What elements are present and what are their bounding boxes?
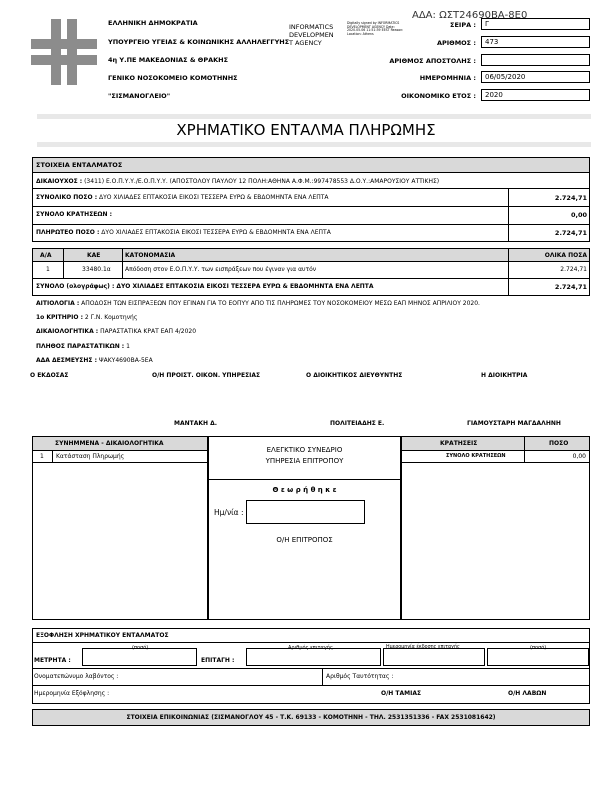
plirwteo-amount: 2.724,71 (554, 229, 587, 237)
theorithike: Θ ε ω ρ ή θ η κ ε (272, 486, 337, 494)
kritirio-value: 2 Γ.Ν. Κομοτηνής (84, 314, 138, 321)
synolo-row (36, 194, 329, 201)
date-label: Ημ/νία : (214, 508, 244, 517)
org-line-3: 4η Υ.ΠΕ ΜΑΚΕΔΟΝΙΑΣ & ΘΡΑΚΗΣ (108, 56, 229, 64)
org-line-4: ΓΕΝΙΚΟ ΝΟΣΟΚΟΜΕΙΟ ΚΟΜΟΤΗΝΗΣ (108, 74, 238, 82)
epitagh-label: ΕΠΙΤΑΓΗ : (201, 657, 235, 664)
dikaiouxos-label: ΔΙΚΑΙΟΥΧΟΣ : (36, 178, 83, 185)
role-proist: Ο/Η ΠΡΟΙΣΤ. ΟΙΚΟΝ. ΥΠΗΡΕΣΙΑΣ (152, 372, 261, 379)
synolo-label: ΣΥΝΟΛΙΚΟ ΠΟΣΟ : (36, 194, 98, 201)
kritirio-label: 1ο ΚΡΙΤΗΡΙΟ : (36, 314, 83, 321)
kae-total-label: ΣΥΝΟΛΟ (ολογράφως) : (36, 283, 115, 290)
ada-desmeysis-label: ΑΔΑ ΔΕΣΜΕΥΣΗΣ : (36, 357, 97, 364)
title-bar-bottom (37, 142, 591, 147)
metrhta-label: ΜΕΤΡΗΤΑ : (34, 657, 71, 664)
ada-top: ΑΔΑ: ΩΣΤ24690ΒΑ-8Ε0 (412, 10, 528, 21)
krathseis-box (401, 436, 590, 620)
kae-total-amount: 2.724,71 (554, 283, 587, 291)
footer-contact-text: ΣΤΟΙΧΕΙΑ ΕΠΙΚΟΙΝΩΝΙΑΣ (ΣΙΣΜΑΝΟΓΛΟΥ 45 - Τ.Κ. 69133 - ΚΟΜΟΤΗΝΗ - ΤΗΛ. 2531351336 - FAX 2531081642) (126, 714, 496, 721)
hmeromhnia-ekdoshs: Ημερομηνία έκδοσης επιταγής (386, 645, 460, 650)
krat-header: ΚΡΑΤΗΣΕΙΣ (440, 440, 478, 447)
arithmos-tautothtas-label: Αριθμός Ταυτότητας : (326, 673, 394, 680)
informatics-line-1: INFORMATICS (289, 23, 334, 31)
org-line-1: ΕΛΛΗΝΙΚΗ ΔΗΜΟΚΡΑΤΙΑ (108, 19, 198, 27)
epitagh-date-input[interactable] (383, 648, 485, 666)
date-input[interactable] (246, 500, 365, 524)
tamias-label: Ο/Η ΤΑΜΙΑΣ (381, 690, 422, 697)
synimmena-box (32, 436, 208, 620)
lavon-label: Ο/Η ΛΑΒΩΝ (508, 690, 547, 697)
kae-total-text: ΔΥΟ ΧΙΛΙΑΔΕΣ ΕΠΤΑΚΟΣΙΑ ΕΙΚΟΣΙ ΤΕΣΣΕΡΑ ΕΥΡΩ & ΕΒΔΟΜΗΝΤΑ ΕΝΑ ΛΕΠΤΑ (116, 283, 374, 290)
kae-row-aa: 1 (46, 266, 50, 273)
oikonomiko-etos-value: 2020 (481, 89, 590, 101)
aitiologia-label: ΑΙΤΙΟΛΟΓΙΑ : (36, 300, 80, 307)
name-politeiadis: ΠΟΛΙΤΕΙΑΔΗΣ Ε. (330, 420, 385, 427)
court-line-2: ΥΠΗΡΕΣΙΑ ΕΠΙΤΡΟΠΟΥ (265, 457, 344, 465)
cross-logo (31, 19, 97, 85)
kae-header-olika-posa: ΟΛΙΚΑ ΠΟΣΑ (544, 252, 587, 259)
kae-total-row (36, 283, 374, 290)
ada-desmeysis-value: ΨΑΚΥ4690ΒΑ-5ΕΑ (98, 357, 153, 364)
name-mantaki: ΜΑΝΤΑΚΗ Δ. (174, 420, 218, 427)
epitropos-label: Ο/Η ΕΠΙΤΡΟΠΟΣ (276, 536, 333, 544)
poso-small-1: (ποσό) (132, 645, 149, 651)
plirwteo-row (36, 229, 331, 236)
arithmos-value: 473 (481, 36, 590, 48)
hmeromhnia-value: 06/05/2020 (481, 71, 590, 83)
krat-total-value: 0,00 (572, 453, 586, 460)
synimmena-row-num: 1 (40, 453, 44, 460)
plithos-label: ΠΛΗΘΟΣ ΠΑΡΑΣΤΑΤΙΚΩΝ : (36, 343, 125, 350)
informatics-line-3: T AGENCY (289, 39, 322, 47)
kritirio-row (36, 314, 137, 321)
krathseis-amount: 0,00 (570, 211, 587, 219)
aitiologia-value: ΑΠΟΔΟΣΗ ΤΩΝ ΕΙΣΠΡΑΞΕΩΝ ΠΟΥ ΕΓΙΝΑΝ ΓΙΑ ΤΟ ΕΟΠΥΥ ΑΠΟ ΤΙΣ ΠΛΗΡΩΜΕΣ ΤΟΥ ΝΟΣΟΚΟΜΕΙΟΥ ΜΕΣΩ ΕΑΠ ΜΗΝΟΣ ΑΠΡΙΛΙΟΥ 2020. (81, 300, 480, 307)
kae-header-bg (33, 249, 589, 261)
synimmena-header: ΣΥΝΗΜΜΕΝΑ - ΔΙΚΑΙΟΛΟΓΗΤΙΚΑ (55, 440, 164, 447)
kae-header-katonomasia: ΚΑΤΟΝΟΜΑΣΙΑ (125, 252, 176, 259)
org-line-2: ΥΠΟΥΡΓΕΙΟ ΥΓΕΙΑΣ & ΚΟΙΝΩΝΙΚΗΣ ΑΛΛΗΛΕΓΓΥΗΣ (108, 38, 290, 46)
kae-row-amount: 2.724,71 (560, 266, 587, 273)
seira-label: ΣΕΙΡΑ : (450, 21, 476, 29)
dikaiologitika-value: ΠΑΡΑΣΤΑΤΙΚΑ ΚΡΑΤ ΕΑΠ 4/2020 (100, 328, 197, 335)
org-line-5: "ΣΙΣΜΑΝΟΓΛΕΙΟ" (108, 92, 171, 100)
role-dioikitikos: Ο ΔΙΟΙΚΗΤΙΚΟΣ ΔΙΕΥΘΥΝΤΗΣ (306, 372, 403, 379)
kae-header-aa: Α/Α (40, 252, 52, 259)
seira-value: Γ (481, 18, 590, 30)
plirwteo-label: ΠΛΗΡΩΤΕΟ ΠΟΣΟ : (36, 229, 100, 236)
role-ekdosas: Ο ΕΚΔΟΣΑΣ (30, 372, 69, 379)
role-dioikitria: Η ΔΙΟΙΚΗΤΡΙΑ (481, 372, 528, 379)
arithmos-epitaghs: Αριθμός επιταγής (288, 645, 333, 651)
synimmena-row-text: Κατάσταση Πληρωμής (56, 453, 125, 460)
plithos-row (36, 343, 130, 350)
court-line-1: ΕΛΕΓΚΤΙΚΟ ΣΥΝΕΔΡΙΟ (266, 446, 343, 454)
payment-title: ΕΞΟΦΛΗΣΗ ΧΡΗΜΑΤΙΚΟΥ ΕΝΤΑΛΜΑΤΟΣ (36, 632, 169, 639)
kae-row-katonomasia: Απόδοση στον Ε.Ο.Π.Υ.Υ. των εισπράξεων που έγιναν για αυτόν (125, 266, 317, 273)
payment-section (32, 628, 590, 704)
dikaiouxos-row (36, 178, 439, 185)
synolo-text: ΔΥΟ ΧΙΛΙΑΔΕΣ ΕΠΤΑΚΟΣΙΑ ΕΙΚΟΣΙ ΤΕΣΣΕΡΑ ΕΥΡΩ & ΕΒΔΟΜΗΝΤΑ ΕΝΑ ΛΕΠΤΑ (99, 194, 329, 201)
aitiologia-row (36, 300, 480, 307)
dikaiologitika-label: ΔΙΚΑΙΟΛΟΓΗΤΙΚΑ : (36, 328, 99, 335)
arithmos-apostolis-value (481, 54, 590, 66)
page-title: ΧΡΗΜΑΤΙΚΟ ΕΝΤΑΛΜΑ ΠΛΗΡΩΜΗΣ (176, 121, 436, 139)
krathseis-label: ΣΥΝΟΛΟ ΚΡΑΤΗΣΕΩΝ : (36, 211, 113, 218)
kae-header-kae: ΚΑΕ (87, 252, 101, 259)
krat-total-label: ΣΥΝΟΛΟ ΚΡΑΤΗΣΕΩΝ (446, 453, 506, 459)
kae-row-kae: 33480.1α (82, 266, 111, 273)
poso-header: ΠΟΣΟ (549, 440, 569, 447)
poso-small-2: (ποσό) (530, 645, 547, 651)
arithmos-apostolis-label: ΑΡΙΘΜΟΣ ΑΠΟΣΤΟΛΗΣ : (389, 57, 476, 65)
arithmos-label: ΑΡΙΘΜΟΣ : (436, 39, 476, 47)
dikaiologitika-row (36, 328, 196, 335)
entalma-section-title: ΣΤΟΙΧΕΙΑ ΕΝΤΑΛΜΑΤΟΣ (36, 161, 123, 169)
dikaiouxos-value: (3411) Ε.Ο.Π.Υ.Υ./Ε.Ο.Π.Υ.Υ. (ΑΠΟΣΤΟΛΟΥ ΠΑΥΛΟΥ 12 ΠΟΛΗ:ΑΘΗΝΑ Α.Φ.Μ.:997478553 Δ.Ο.Υ.:ΑΜΑΡΟΥΣΙΟΥ ΑΤΤΙΚΗΣ) (84, 178, 440, 185)
plithos-value: 1 (126, 343, 130, 350)
synolo-amount: 2.724,71 (554, 194, 587, 202)
plirwteo-text: ΔΥΟ ΧΙΛΙΑΔΕΣ ΕΠΤΑΚΟΣΙΑ ΕΙΚΟΣΙ ΤΕΣΣΕΡΑ ΕΥΡΩ & ΕΒΔΟΜΗΝΤΑ ΕΝΑ ΛΕΠΤΑ (101, 229, 331, 236)
signature-stamp-text: Digitally signed by INFORMATICS DEVELOPMENT AGENCY Date: 2020.05.06 11:51:39 EEST Reason: Location: Athens (347, 21, 404, 36)
hmeromhnia-exoflhshs-label: Ημερομηνία Εξόφλησης : (34, 690, 110, 697)
informatics-line-2: DEVELOPMEN (289, 31, 334, 39)
header (0, 0, 612, 110)
name-giamoustari: ΓΙΑΜΟΥΣΤΑΡΗ ΜΑΓΔΑΛΗΝΗ (467, 420, 561, 427)
oikonomiko-etos-label: ΟΙΚΟΝΟΜΙΚΟ ΕΤΟΣ : (401, 92, 476, 100)
onomateponymo-label: Ονοματεπώνυμο λαβόντος : (34, 673, 119, 680)
hmeromhnia-label: ΗΜΕΡΟΜΗΝΙΑ : (419, 74, 476, 82)
ada-desmeysis-row (36, 357, 153, 364)
title-bar-top (37, 114, 591, 119)
